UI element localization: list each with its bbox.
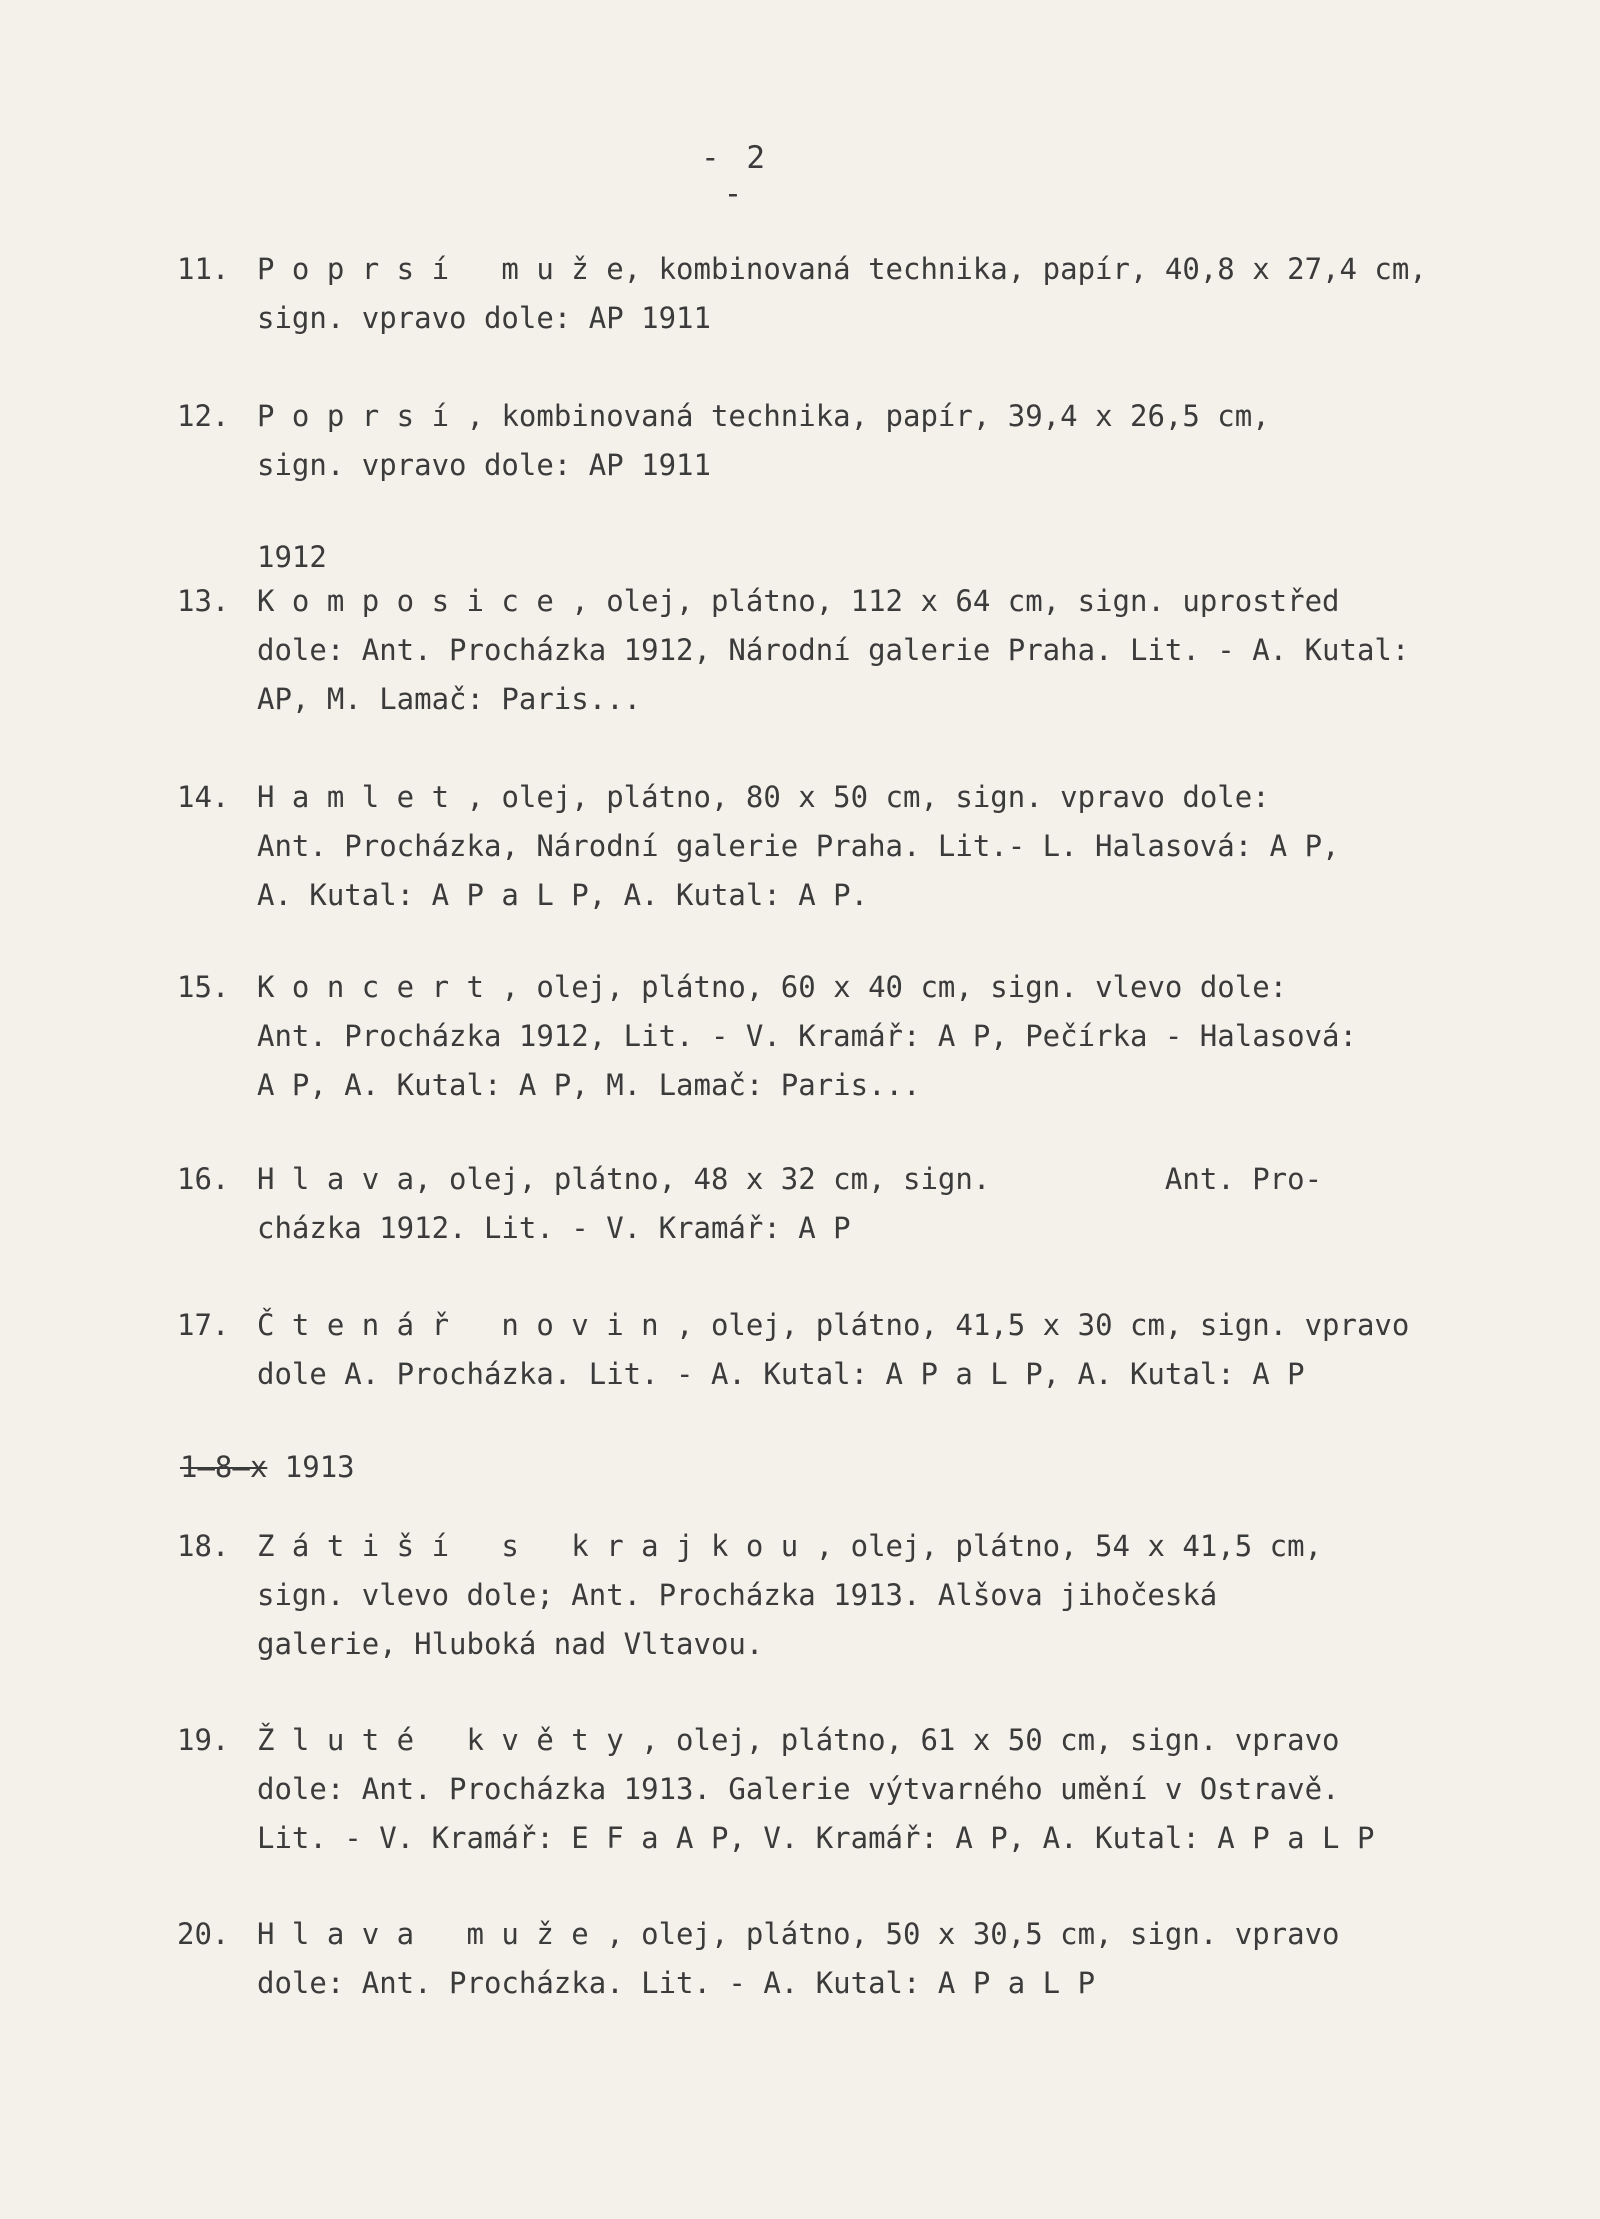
entry-line-2: Ant. Procházka, Národní galerie Praha. Lit.- L. Halasová: A P, <box>257 829 1340 863</box>
entry-title: Č t e n á ř n o v i n <box>257 1308 659 1342</box>
entry-title: Z á t i š í s k r a j k o u <box>257 1529 799 1563</box>
entry-line-2: dole A. Procházka. Lit. - A. Kutal: A P a L P, A. Kutal: A P <box>257 1357 1305 1391</box>
entry-line-1: , kombinovaná technika, papír, 40,8 x 27,4 cm, <box>623 252 1427 286</box>
entry-line-2: dole: Ant. Procházka 1912, Národní galerie Praha. Lit. - A. Kutal: <box>257 633 1410 667</box>
entry-title: Ž l u t é k v ě t y <box>257 1723 624 1757</box>
entry-line-3: galerie, Hluboká nad Vltavou. <box>257 1627 764 1661</box>
catalog-entry-12 <box>177 392 1577 490</box>
entry-line-1: , kombinovaná technika, papír, 39,4 x 26,5 cm, <box>449 399 1270 433</box>
year-heading-1913 <box>180 1450 355 1484</box>
entry-title: H l a v a m u ž e <box>257 1917 589 1951</box>
entry-line-3: AP, M. Lamač: Paris... <box>257 682 642 716</box>
entry-title: K o m p o s i c e <box>257 584 554 618</box>
page-number: - 2 - <box>701 140 769 212</box>
entry-line-2: Ant. Procházka 1912, Lit. - V. Kramář: A P, Pečírka - Halasová: <box>257 1019 1357 1053</box>
entry-line-1: , olej, plátno, 61 x 50 cm, sign. vpravo <box>623 1723 1340 1757</box>
catalog-entry-13 <box>177 577 1577 724</box>
entry-line-1: , olej, plátno, 60 x 40 cm, sign. vlevo dole: <box>483 970 1288 1004</box>
entry-title: H a m l e t <box>257 780 450 814</box>
entry-line-2: cházka 1912. Lit. - V. Kramář: A P <box>257 1211 851 1245</box>
entry-title: K o n c e r t <box>257 970 484 1004</box>
entry-number: 17. <box>177 1308 230 1342</box>
entry-number: 19. <box>177 1723 230 1757</box>
year-text: 1913 <box>284 1450 355 1484</box>
entry-line-2: sign. vpravo dole: AP 1911 <box>257 448 711 482</box>
entry-line-1: , olej, plátno, 50 x 30,5 cm, sign. vpravo <box>588 1917 1340 1951</box>
catalog-entry-11 <box>177 245 1577 343</box>
entry-line-1: , olej, plátno, 48 x 32 cm, sign. Ant. Pro- <box>414 1162 1323 1196</box>
year-heading-1912: 1912 <box>257 540 327 574</box>
catalog-entry-17 <box>177 1301 1577 1399</box>
struck-text: 1̶8̶x <box>180 1450 268 1484</box>
entry-line-3: Lit. - V. Kramář: E F a A P, V. Kramář: A P, A. Kutal: A P a L P <box>257 1821 1375 1855</box>
entry-line-2: sign. vpravo dole: AP 1911 <box>257 301 711 335</box>
entry-title: P o p r s í m u ž e <box>257 252 624 286</box>
entry-line-1: , olej, plátno, 112 x 64 cm, sign. uprostřed <box>553 584 1340 618</box>
entry-title: P o p r s í <box>257 399 450 433</box>
entry-line-1: , olej, plátno, 41,5 x 30 cm, sign. vpravo <box>658 1308 1410 1342</box>
catalog-entry-16 <box>177 1155 1577 1253</box>
entry-number: 12. <box>177 399 230 433</box>
entry-line-2: dole: Ant. Procházka 1913. Galerie výtvarného umění v Ostravě. <box>257 1772 1340 1806</box>
entry-line-3: A P, A. Kutal: A P, M. Lamač: Paris... <box>257 1068 921 1102</box>
entry-line-1: , olej, plátno, 80 x 50 cm, sign. vpravo dole: <box>449 780 1270 814</box>
entry-line-3: A. Kutal: A P a L P, A. Kutal: A P. <box>257 878 869 912</box>
entry-number: 15. <box>177 970 230 1004</box>
catalog-entry-20 <box>177 1910 1577 2008</box>
entry-number: 11. <box>177 252 230 286</box>
catalog-entry-18 <box>177 1522 1577 1669</box>
entry-line-2: dole: Ant. Procházka. Lit. - A. Kutal: A P a L P <box>257 1966 1096 2000</box>
entry-number: 16. <box>177 1162 230 1196</box>
catalog-entry-15 <box>177 963 1577 1110</box>
entry-number: 20. <box>177 1917 230 1951</box>
entry-number: 13. <box>177 584 230 618</box>
entry-line-1: , olej, plátno, 54 x 41,5 cm, <box>798 1529 1323 1563</box>
entry-number: 18. <box>177 1529 230 1563</box>
entry-line-2: sign. vlevo dole; Ant. Procházka 1913. Alšova jihočeská <box>257 1578 1218 1612</box>
entry-number: 14. <box>177 780 230 814</box>
entry-title: H l a v a <box>257 1162 415 1196</box>
catalog-entry-19 <box>177 1716 1577 1863</box>
catalog-entry-14 <box>177 773 1577 920</box>
